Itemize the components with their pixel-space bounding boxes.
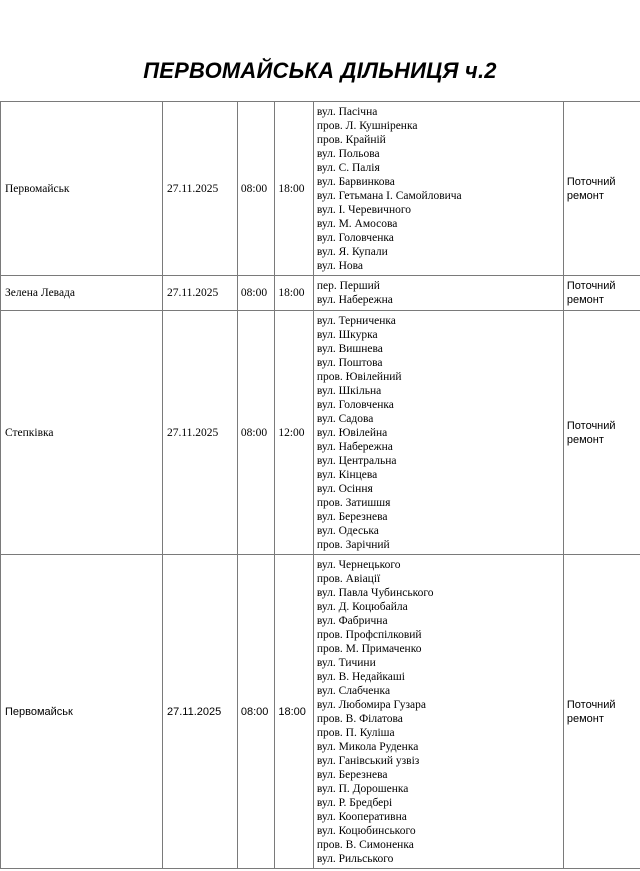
street-item: вул. Центральна [316,455,397,467]
street-item: вул. Осіння [316,483,373,495]
street-item: вул. Слабченка [316,685,391,697]
street-item: пров. Л. Кушніренка [316,120,418,132]
street-item: вул. Чернецького [316,559,401,571]
start-time-cell: 08:00 [237,311,274,555]
work-type-text: ремонт [566,294,604,306]
work-type-text: Поточний [566,175,616,188]
street-item: пров. Крайній [316,134,386,146]
street-item: вул. Гетьмана І. Самойловича [316,190,462,202]
street-item: вул. М. Амосова [316,218,398,230]
work-type-cell [563,311,640,555]
work-type-text: Поточний [566,419,616,432]
street-item: вул. Р. Бредбері [316,797,393,809]
street-item: вул. Микола Руденка [316,741,419,753]
streets-cell [313,555,563,869]
street-item: вул. Кінцева [316,469,378,481]
streets-cell [313,311,563,555]
date-cell: 27.11.2025 [162,276,237,311]
end-time-cell: 18:00 [275,555,313,869]
street-item: вул. Березнева [316,511,388,523]
street-item: пров. Профспілковий [316,629,422,641]
street-item: вул. Одеська [316,525,379,537]
street-item: вул. Барвинкова [316,176,395,188]
street-item: вул. Д. Коцюбайла [316,601,408,613]
street-item: пров. Авіації [316,573,381,585]
street-item: вул. Терниченка [316,315,396,327]
start-time-cell: 08:00 [237,276,274,311]
work-type-cell [563,276,640,311]
street-item: вул. Ювілейна [316,427,388,439]
settlement-cell: Первомайськ [1,102,163,276]
street-item: вул. Головченка [316,399,394,411]
street-item: вул. Шкурка [316,329,378,341]
end-time-cell: 18:00 [275,102,313,276]
end-time-cell: 12:00 [275,311,313,555]
street-item: вул. Набережна [316,294,393,306]
street-item: пров. Затишшя [316,497,391,509]
work-type-text: ремонт [566,433,604,446]
table-row [1,102,640,276]
street-item: вул. С. Палія [316,162,380,174]
street-item: вул. Рильського [316,853,394,865]
street-item: пров. Зарічний [316,539,390,551]
streets-cell [313,276,563,311]
date-cell: 27.11.2025 [162,102,237,276]
table-row [1,276,640,311]
street-item: вул. Павла Чубинського [316,587,434,599]
street-item: вул. Пасічна [316,106,378,118]
settlement-cell: Первомайськ [1,555,163,869]
settlement-cell: Зелена Левада [1,276,163,311]
outage-table [0,101,640,869]
work-type-text: Поточний [566,698,616,711]
street-item: пров. Ювілейний [316,371,402,383]
street-item: вул. В. Недайкаші [316,671,405,683]
date-cell: 27.11.2025 [162,311,237,555]
street-item: вул. Вишнева [316,343,383,355]
street-item: вул. Садова [316,413,374,425]
work-type-text: ремонт [566,712,604,725]
date-cell: 27.11.2025 [162,555,237,869]
street-item: вул. Поштова [316,357,383,369]
work-type-cell [563,102,640,276]
street-item: вул. Березнева [316,769,388,781]
page-title: ПЕРВОМАЙСЬКА ДІЛЬНИЦЯ ч.2 [143,58,497,83]
work-type-cell [563,555,640,869]
street-item: вул. Кооперативна [316,811,407,823]
table-row [1,555,640,869]
street-item: пров. П. Куліша [316,727,395,739]
table-row [1,311,640,555]
start-time-cell: 08:00 [237,102,274,276]
work-type-text: ремонт [566,189,604,202]
street-item: вул. І. Черевичного [316,204,412,216]
street-item: вул. Польова [316,148,380,160]
start-time-cell: 08:00 [237,555,274,869]
street-item: вул. Тичини [316,657,376,669]
street-item: вул. Ганівський узвіз [316,755,420,767]
street-item: пров. М. Примаченко [316,643,422,655]
street-item: вул. Шкільна [316,385,382,397]
street-item: пров. В. Симоненка [316,839,414,851]
street-item: вул. П. Дорошенка [316,783,409,795]
street-item: вул. Головченка [316,232,394,244]
settlement-cell: Степківка [1,311,163,555]
work-type-text: Поточний [566,280,616,292]
street-item: пер. Перший [316,280,380,292]
street-item: вул. Коцюбинського [316,825,416,837]
streets-cell [313,102,563,276]
street-item: пров. В. Філатова [316,713,403,725]
street-item: вул. Нова [316,260,364,272]
outage-table-container [0,101,640,871]
end-time-cell: 18:00 [275,276,313,311]
street-item: вул. Набережна [316,441,393,453]
street-item: вул. Фабрична [316,615,388,627]
street-item: вул. Любомира Гузара [316,699,426,711]
street-item: вул. Я. Купали [316,246,388,258]
outage-table-body [1,102,640,869]
